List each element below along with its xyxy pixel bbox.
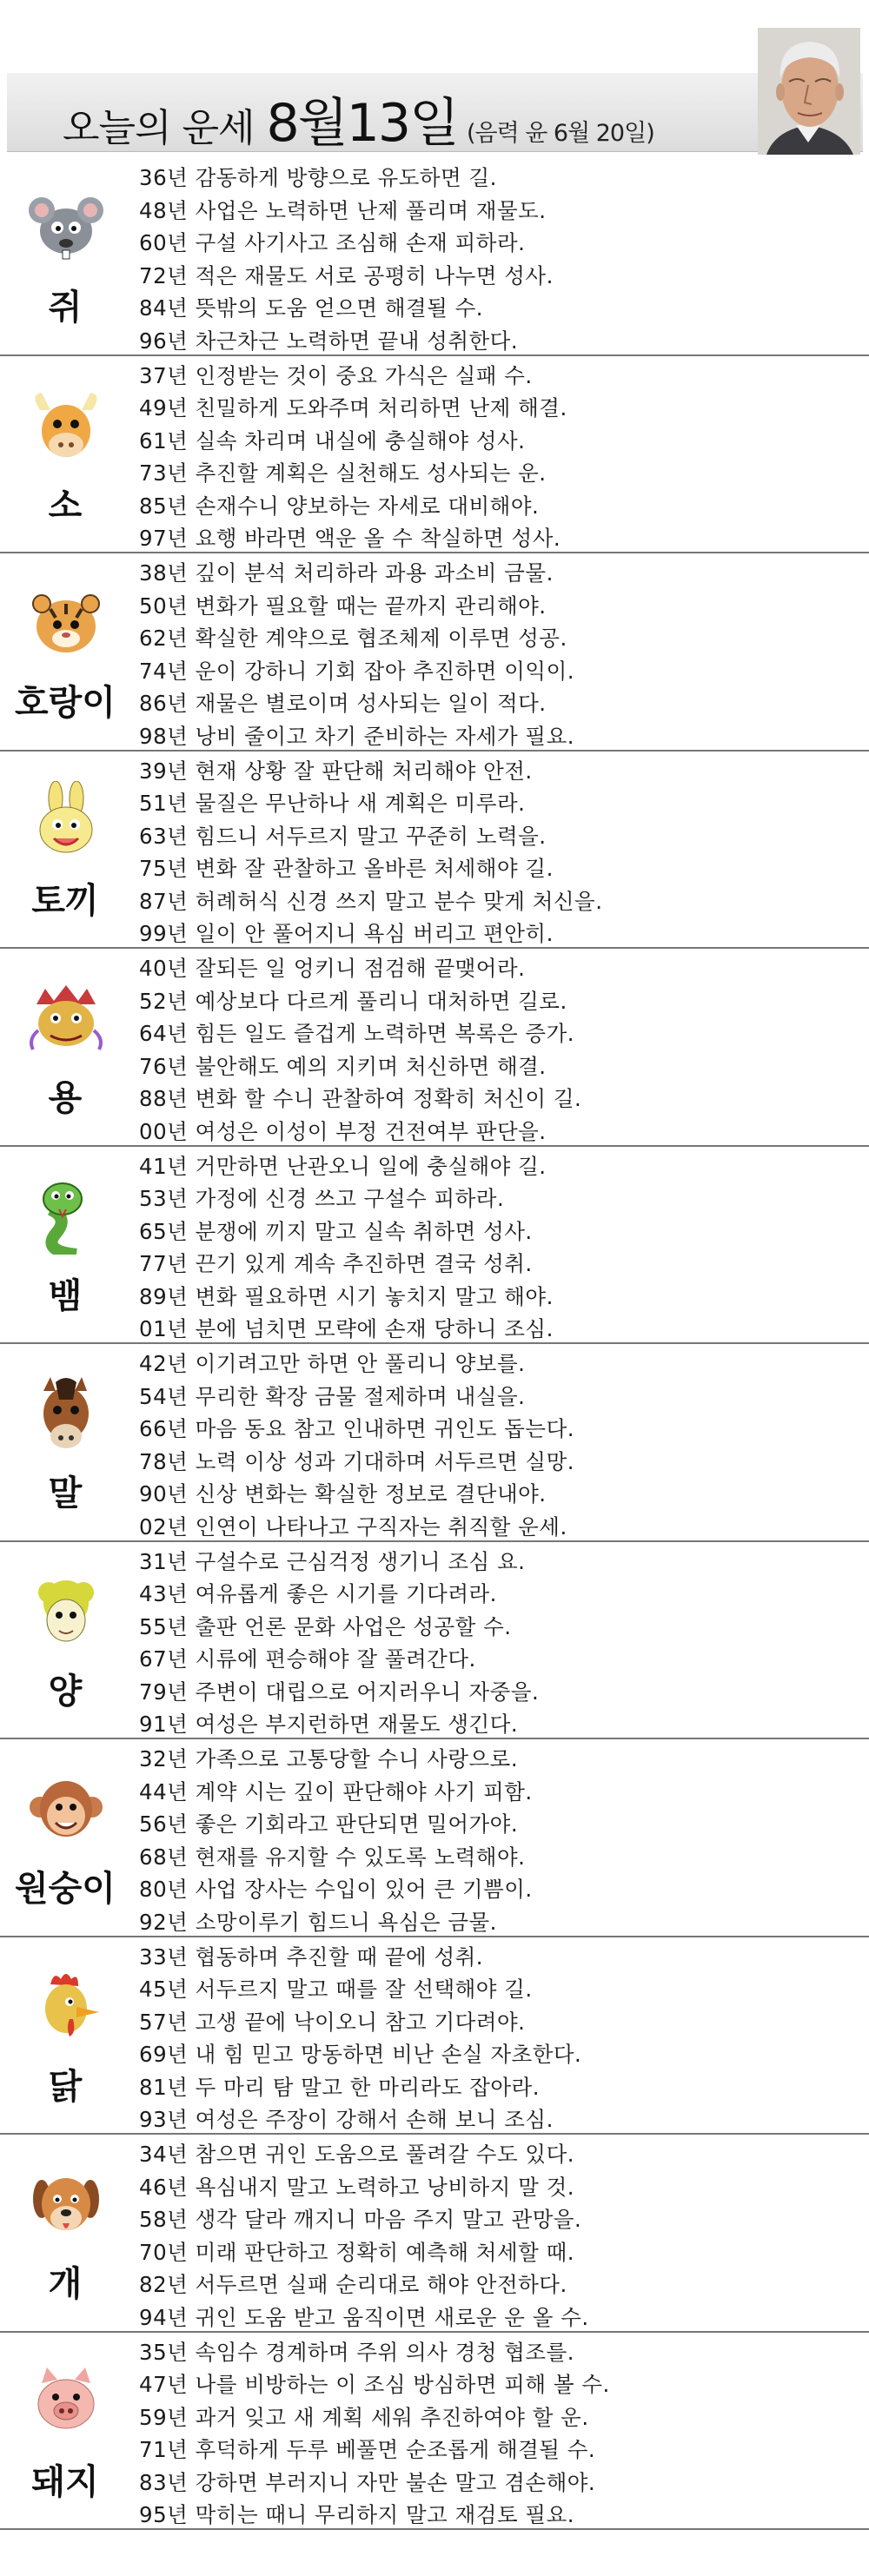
- zodiac-animal: [9, 752, 122, 948]
- zodiac-animal: [9, 2135, 122, 2331]
- fortune-line: 64년 힘든 일도 즐겁게 노력하면 복록은 증가.: [139, 1021, 575, 1046]
- fortune-line: 31년 구설수로 근심걱정 생기니 조심 요.: [139, 1548, 526, 1574]
- fortune-line: 66년 마음 동요 참고 인내하면 귀인도 돕는다.: [139, 1416, 575, 1441]
- zodiac-name: 뱀: [48, 1275, 83, 1316]
- fortune-line: 65년 분쟁에 끼지 말고 실속 취하면 성사.: [139, 1218, 533, 1244]
- fortune-line: 96년 차근차근 노력하면 끝내 성취한다.: [139, 328, 519, 354]
- fortune-lines: [139, 557, 860, 752]
- fortune-line: 02년 인연이 나타나고 구직자는 취직할 운세.: [139, 1513, 567, 1540]
- zodiac-section: [0, 158, 869, 356]
- fortune-line: 83년 강하면 부러지니 자만 불손 말고 겸손해야.: [139, 2469, 596, 2495]
- zodiac-section: [0, 356, 869, 554]
- tiger-icon: [24, 583, 108, 661]
- fortune-line: 01년 분에 넘치면 모략에 손재 당하니 조심.: [139, 1316, 554, 1341]
- zodiac-name: 원숭이: [15, 1869, 116, 1909]
- fortune-line: 73년 추진할 계획은 실천해도 성사되는 운.: [139, 460, 547, 486]
- zodiac-name: 닭: [48, 2066, 83, 2107]
- fortune-line: 41년 거만하면 난관오니 일에 충실해야 길.: [139, 1153, 547, 1179]
- page-title: [63, 82, 654, 154]
- fortune-line: 55년 출판 언론 문화 사업은 성공할 수.: [139, 1613, 512, 1639]
- fortune-line: 93년 여성은 주장이 강해서 손해 보니 조심.: [139, 2107, 554, 2132]
- author-photo: [758, 28, 860, 155]
- lunar-date: (음력 윤 6월 20일): [466, 120, 654, 147]
- fortune-line: 77년 끈기 있게 계속 추진하면 결국 성취.: [139, 1251, 533, 1276]
- fortune-line: 35년 속임수 경계하며 주위 의사 경청 협조를.: [139, 2339, 575, 2365]
- fortune-lines: [139, 2336, 860, 2532]
- fortune-line: 69년 내 힘 믿고 망동하면 비난 손실 자초한다.: [139, 2042, 582, 2067]
- fortune-line: 53년 가정에 신경 쓰고 구설수 피하라.: [139, 1186, 505, 1211]
- zodiac-name: 쥐: [48, 288, 83, 328]
- fortune-line: 37년 인정받는 것이 중요 가식은 실패 수.: [139, 362, 533, 388]
- fortune-line: 42년 이기려고만 하면 안 풀리니 양보를.: [139, 1351, 526, 1376]
- zodiac-section: [0, 752, 869, 950]
- fortune-line: 85년 손재수니 양보하는 자세로 대비해야.: [139, 493, 540, 519]
- fortune-line: 46년 욕심내지 말고 노력하고 낭비하지 말 것.: [139, 2174, 575, 2200]
- zodiac-section: [0, 949, 869, 1147]
- zodiac-section: [0, 1147, 869, 1345]
- zodiac-animal: [9, 1542, 122, 1738]
- snake-icon: [24, 1176, 108, 1255]
- fortune-lines: [139, 952, 860, 1148]
- fortune-line: 32년 가족으로 고통당할 수니 사랑으로.: [139, 1746, 519, 1771]
- zodiac-section: [0, 1739, 869, 1937]
- zodiac-animal: [9, 1344, 122, 1540]
- zodiac-section: [0, 2135, 869, 2333]
- fortune-line: 68년 현재를 유지할 수 있도록 노력해야.: [139, 1844, 526, 1870]
- fortune-line: 47년 나를 비방하는 이 조심 방심하면 피해 볼 수.: [139, 2372, 610, 2397]
- fortune-line: 75년 변화 잘 관찰하고 올바른 처세해야 길.: [139, 856, 554, 881]
- title-text: 오늘의 운세: [63, 106, 255, 150]
- zodiac-name: 용: [48, 1078, 83, 1118]
- fortune-line: 88년 변화 할 수니 관찰하여 정확히 처신이 길.: [139, 1086, 582, 1111]
- horse-icon: [24, 1374, 108, 1452]
- fortune-line: 54년 무리한 확장 금물 절제하며 내실을.: [139, 1383, 526, 1409]
- fortune-line: 34년 참으면 귀인 도움으로 풀려갈 수도 있다.: [139, 2142, 575, 2167]
- fortune-line: 84년 뜻밖의 도움 얻으면 해결될 수.: [139, 295, 484, 321]
- zodiac-animal: [9, 1937, 122, 2134]
- fortune-line: 38년 깊이 분석 처리하라 과용 과소비 금물.: [139, 560, 554, 586]
- fortune-line: 40년 잘되든 일 엉키니 점검해 끝맺어라.: [139, 956, 526, 981]
- fortune-line: 79년 주변이 대립으로 어지러우니 자중을.: [139, 1679, 540, 1705]
- rabbit-icon: [24, 781, 108, 859]
- fortune-line: 57년 고생 끝에 낙이오니 참고 기다려야.: [139, 2009, 526, 2035]
- fortune-line: 50년 변화가 필요할 때는 끝까지 관리해야.: [139, 593, 547, 619]
- zodiac-animal: [9, 158, 122, 354]
- fortune-line: 70년 미래 판단하고 정확히 예측해 처세할 때.: [139, 2239, 575, 2265]
- fortune-line: 94년 귀인 도움 받고 움직이면 새로운 운 올 수.: [139, 2304, 589, 2330]
- fortune-line: 59년 과거 잊고 새 계획 세워 추진하여야 할 운.: [139, 2404, 589, 2430]
- zodiac-animal: [9, 553, 122, 750]
- fortune-line: 92년 소망이루기 힘드니 욕심은 금물.: [139, 1909, 497, 1935]
- zodiac-animal: [9, 356, 122, 553]
- fortune-lines: [139, 162, 860, 357]
- zodiac-section: [0, 2333, 869, 2531]
- zodiac-name: 양: [48, 1671, 83, 1712]
- monkey-icon: [24, 1769, 108, 1847]
- fortune-line: 62년 확실한 계약으로 협조체제 이루면 성공.: [139, 626, 567, 651]
- zodiac-animal: [9, 2333, 122, 2529]
- fortune-line: 61년 실속 차리며 내실에 충실해야 성사.: [139, 427, 526, 454]
- fortune-line: 44년 계약 시는 깊이 판단해야 사기 피함.: [139, 1778, 533, 1805]
- fortune-line: 98년 낭비 줄이고 차기 준비하는 자세가 필요.: [139, 723, 575, 749]
- fortune-line: 74년 운이 강하니 기회 잡아 추진하면 이익이.: [139, 658, 575, 684]
- zodiac-name: 말: [48, 1473, 83, 1513]
- rooster-icon: [24, 1967, 108, 2045]
- fortune-line: 86년 재물은 별로이며 성사되는 일이 적다.: [139, 691, 547, 716]
- fortune-line: 39년 현재 상황 잘 판단해 처리해야 안전.: [139, 758, 533, 784]
- zodiac-section: [0, 553, 869, 752]
- sheep-icon: [24, 1572, 108, 1650]
- header: [0, 0, 869, 158]
- fortune-line: 91년 여성은 부지런하면 재물도 생긴다.: [139, 1712, 519, 1737]
- fortune-line: 36년 감동하게 방향으로 유도하면 길.: [139, 165, 497, 190]
- fortune-line: 90년 신상 변화는 확실한 정보로 결단내야.: [139, 1481, 547, 1507]
- fortune-lines: [139, 2138, 860, 2334]
- fortune-lines: [139, 1941, 860, 2136]
- fortune-line: 82년 서두르면 실패 순리대로 해야 안전하다.: [139, 2272, 567, 2297]
- fortune-lines: [139, 755, 860, 950]
- zodiac-name: 호랑이: [15, 683, 116, 723]
- fortune-lines: [139, 360, 860, 555]
- zodiac-section: [0, 1937, 869, 2136]
- fortune-line: 81년 두 마리 탐 말고 한 마리라도 잡아라.: [139, 2074, 540, 2100]
- zodiac-animal: [9, 1739, 122, 1936]
- zodiac-section: [0, 1344, 869, 1542]
- zodiac-name: 돼지: [31, 2461, 99, 2502]
- fortune-line: 71년 후덕하게 두루 베풀면 순조롭게 해결될 수.: [139, 2437, 596, 2462]
- fortune-line: 67년 시류에 편승해야 잘 풀려간다.: [139, 1646, 476, 1672]
- dragon-icon: [24, 978, 108, 1056]
- fortune-lines: [139, 1150, 860, 1346]
- rat-icon: [24, 188, 108, 266]
- fortune-line: 56년 좋은 기회라고 판단되면 밀어가야.: [139, 1811, 519, 1837]
- ox-icon: [24, 386, 108, 464]
- fortune-line: 43년 여유롭게 좋은 시기를 기다려라.: [139, 1581, 497, 1606]
- zodiac-name: 토끼: [31, 880, 99, 921]
- fortune-line: 76년 불안해도 예의 지키며 처신하면 해결.: [139, 1053, 547, 1079]
- fortune-line: 51년 물질은 무난하나 새 계획은 미루라.: [139, 791, 526, 816]
- zodiac-list: [0, 158, 869, 2530]
- pig-icon: [24, 2362, 108, 2440]
- fortune-line: 48년 사업은 노력하면 난제 풀리며 재물도.: [139, 197, 547, 223]
- zodiac-name: 개: [48, 2264, 83, 2304]
- fortune-line: 87년 허례허식 신경 쓰지 말고 분수 맞게 처신을.: [139, 888, 603, 914]
- zodiac-section: [0, 1542, 869, 1740]
- dog-icon: [24, 2164, 108, 2242]
- fortune-line: 63년 힘드니 서두르지 말고 꾸준히 노력을.: [139, 823, 547, 849]
- fortune-line: 78년 노력 이상 성과 기대하며 서두르면 실망.: [139, 1448, 575, 1474]
- fortune-line: 00년 여성은 이성이 부정 건전여부 판단을.: [139, 1118, 547, 1144]
- fortune-lines: [139, 1743, 860, 1938]
- fortune-line: 99년 일이 안 풀어지니 욕심 버리고 편안히.: [139, 921, 554, 946]
- fortune-line: 33년 협동하며 추진할 때 끝에 성취.: [139, 1944, 484, 1970]
- fortune-line: 89년 변화 필요하면 시기 놓치지 말고 해야.: [139, 1283, 554, 1309]
- fortune-line: 80년 사업 장사는 수입이 있어 큰 기쁨이.: [139, 1877, 533, 1902]
- fortune-lines: [139, 1348, 860, 1543]
- fortune-line: 49년 친밀하게 도와주며 처리하면 난제 해결.: [139, 395, 567, 421]
- fortune-line: 45년 서두르지 말고 때를 잘 선택해야 길.: [139, 1977, 533, 2002]
- fortune-line: 95년 막히는 때니 무리하지 말고 재검토 필요.: [139, 2502, 575, 2527]
- fortune-line: 97년 요행 바라면 액운 올 수 착실하면 성사.: [139, 526, 561, 551]
- fortune-line: 58년 생각 달라 깨지니 마음 주지 말고 관망을.: [139, 2207, 582, 2232]
- zodiac-animal: [9, 949, 122, 1145]
- zodiac-name: 소: [48, 485, 83, 526]
- fortune-line: 72년 적은 재물도 서로 공평히 나누면 성사.: [139, 262, 554, 288]
- fortune-line: 60년 구설 사기사고 조심해 손재 피하라.: [139, 230, 526, 255]
- fortune-lines: [139, 1546, 860, 1741]
- title-date: 8월13일: [266, 93, 458, 154]
- fortune-line: 52년 예상보다 다르게 풀리니 대처하면 길로.: [139, 988, 567, 1014]
- zodiac-animal: [9, 1147, 122, 1343]
